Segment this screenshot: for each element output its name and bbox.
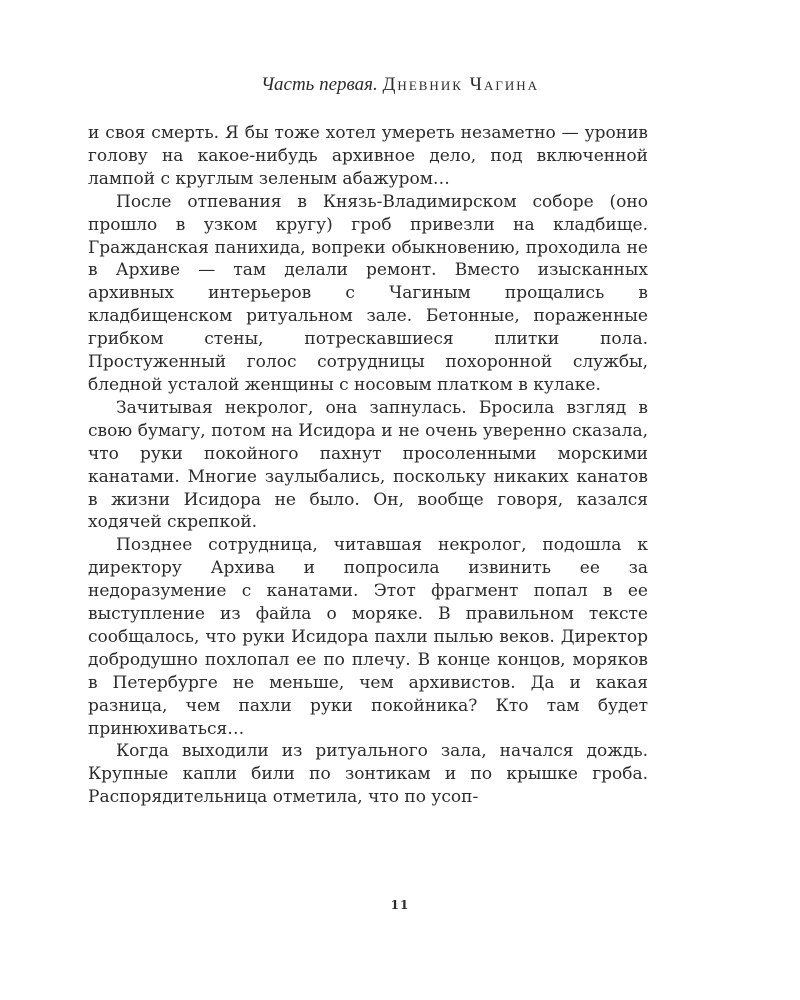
running-head: [0, 72, 800, 98]
page-number: 11: [390, 898, 410, 912]
paragraph-4: Позднее сотрудница, читавшая некролог, подошла к директору Архива и попросила извинить ее за недоразумение с канатами. Этот фрагмент попал в ее выступление из файла о моряке. В правильном тексте сообщалось, что руки Исидора пахли пылью веков. Директор добродушно похлопал ее по плечу. В конце концов, моряков в Петербурге не меньше, чем архивистов. Да и какая разница, чем пахли руки покойника? Кто там будет принюхиваться…: [88, 535, 648, 739]
paragraph-3: Зачитывая некролог, она запнулась. Бросила взгляд в свою бумагу, потом на Исидора и не очень уверенно сказала, что руки покойного пахнут просоленными морскими канатами. Многие заулыбались, поскольку никаких канатов в жизни Исидора не было. Он, вообще говоря, казался ходячей скрепкой.: [88, 397, 648, 533]
paragraph-2: После отпевания в Князь-Владимирском соборе (оно прошло в узком кругу) гроб привезли на кладбище. Гражданская панихида, вопреки обыкновению, проходила не в Архиве — там делали ремонт. Вместо изысканных архивных интерьеров с Чагиным прощались в кладбищенском ритуальном зале. Бетонные, пораженные грибком стены, потрескавшиеся плитки пола. Простуженный голос сотрудницы похоронной службы, бледной усталой женщины с носовым платком в кулаке.: [88, 191, 648, 395]
running-head-part: Часть первая.: [260, 74, 378, 95]
body-text: [88, 122, 648, 809]
running-head-title: Дневник Чагина: [382, 74, 540, 95]
paragraph-1: и своя смерть. Я бы тоже хотел умереть незаметно — уронив голову на какое-нибудь архивное дело, под включенной лампой с круглым зеленым абажуром…: [88, 123, 648, 189]
paragraph-5: Когда выходили из ритуального зала, начался дождь. Крупные капли били по зонтикам и по крышке гроба. Распорядительница отметила, что по усоп-: [88, 741, 648, 808]
